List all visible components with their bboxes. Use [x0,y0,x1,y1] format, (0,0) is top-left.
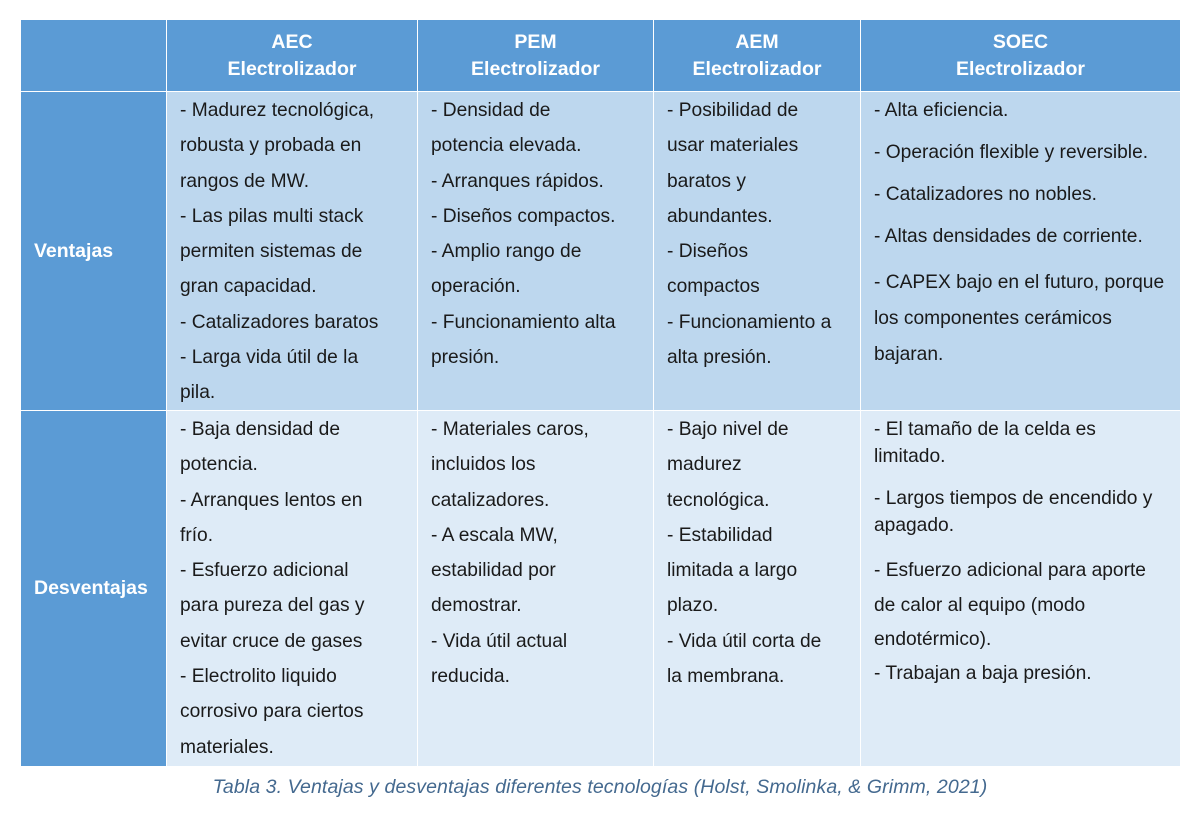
header-corner [21,20,167,92]
cell-paragraph: - Operación flexible y reversible. [874,142,1149,163]
row-label-ventajas: Ventajas [21,92,167,411]
cell-line: alta presión. [667,347,772,369]
cell-line: limitada a largo [667,560,798,582]
cell-line: - Diseños compactos. [431,205,616,227]
cell-line: - Densidad de [431,100,551,121]
cell-line: gran capacidad. [180,276,317,298]
cell-line: estabilidad por [431,560,556,582]
cell-ventajas-aem [654,92,861,411]
cell-line: operación. [431,276,521,298]
cell-line: materiales. [180,736,274,758]
cell-line: la membrana. [667,666,785,688]
cell-line: evitar cruce de gases [180,630,363,652]
header-soec-line2: Electrolizador [956,57,1085,80]
cell-line: demostrar. [431,595,522,617]
header-pem [418,20,654,92]
cell-line: pila. [180,382,216,404]
cell-line: baratos y [667,170,746,192]
cell-desventajas-aem [654,411,861,767]
header-soec-line1: SOEC [992,30,1049,53]
cell-paragraph: - Catalizadores no nobles. [874,184,1097,205]
cell-line: robusta y probada en [180,135,362,157]
cell-line: potencia. [180,454,258,476]
cell-line: - Posibilidad de [667,100,799,121]
cell-line: corrosivo para ciertos [180,701,364,723]
cell-desventajas-soec [861,411,1181,767]
cell-line: - Larga vida útil de la [180,347,359,369]
cell-line: - Las pilas multi stack [180,205,364,227]
cell-desventajas-aec [167,411,418,767]
cell-line: catalizadores. [431,489,550,511]
cell-line: - Arranques lentos en [180,489,363,511]
cell-paragraph: - Esfuerzo adicional para aporte de calor al equipo (modo endotérmico). [874,560,1146,650]
header-aec [167,20,418,92]
cell-line: - Bajo nivel de [667,419,789,440]
row-label-desventajas: Desventajas [21,411,167,767]
comparison-table [21,20,1181,767]
header-pem-line2: Electrolizador [471,57,600,80]
cell-line: incluidos los [431,454,536,476]
header-aem [654,20,861,92]
cell-line: plazo. [667,595,719,617]
cell-ventajas-aec [167,92,418,411]
cell-line: permiten sistemas de [180,241,363,263]
cell-ventajas-soec [861,92,1181,411]
cell-line: - Funcionamiento a [667,311,832,333]
cell-line: compactos [667,276,760,298]
cell-desventajas-pem [418,411,654,767]
cell-line: usar materiales [667,135,799,157]
cell-paragraph: - Altas densidades de corriente. [874,226,1143,247]
cell-line: potencia elevada. [431,135,582,157]
header-aem-line2: Electrolizador [692,57,822,80]
header-aem-line1: AEM [735,30,779,53]
cell-line: - Diseños [667,241,749,263]
header-soec [861,20,1181,92]
cell-line: - Vida útil corta de [667,630,822,652]
cell-line: - Catalizadores baratos [180,311,379,333]
cell-line: frío. [180,524,214,546]
cell-paragraph: - El tamaño de la celda es limitado. [874,419,1096,467]
cell-ventajas-pem [418,92,654,411]
cell-line: - Baja densidad de [180,419,341,440]
cell-line: - Electrolito liquido [180,666,337,688]
cell-line: - Materiales caros, [431,419,589,440]
header-pem-line1: PEM [514,30,557,53]
header-aec-line1: AEC [271,30,313,53]
cell-paragraph: - CAPEX bajo en el futuro, porque los componentes cerámicos bajaran. [874,272,1165,365]
cell-line: - Madurez tecnológica, [180,100,375,121]
cell-line: - Funcionamiento alta [431,311,616,333]
cell-line: rangos de MW. [180,170,310,192]
cell-line: - Esfuerzo adicional [180,560,349,582]
cell-paragraph: - Alta eficiencia. [874,100,1009,121]
cell-line: abundantes. [667,205,773,227]
table-caption: Tabla 3. Ventajas y desventajas diferentes tecnologías (Holst, Smolinka, & Grimm, 2021) [212,776,988,798]
cell-paragraph: - Largos tiempos de encendido y apagado. [874,488,1153,536]
cell-line: - Arranques rápidos. [431,170,604,192]
header-aec-line2: Electrolizador [227,57,357,80]
cell-line: - Estabilidad [667,524,773,546]
cell-paragraph: - Trabajan a baja presión. [874,662,1092,684]
cell-line: - Amplio rango de [431,241,582,263]
cell-line: - A escala MW, [431,524,558,546]
cell-line: presión. [431,347,500,369]
cell-line: madurez [667,454,742,476]
cell-line: tecnológica. [667,489,770,511]
cell-line: - Vida útil actual [431,630,568,652]
cell-line: para pureza del gas y [180,595,365,617]
cell-line: reducida. [431,666,510,688]
